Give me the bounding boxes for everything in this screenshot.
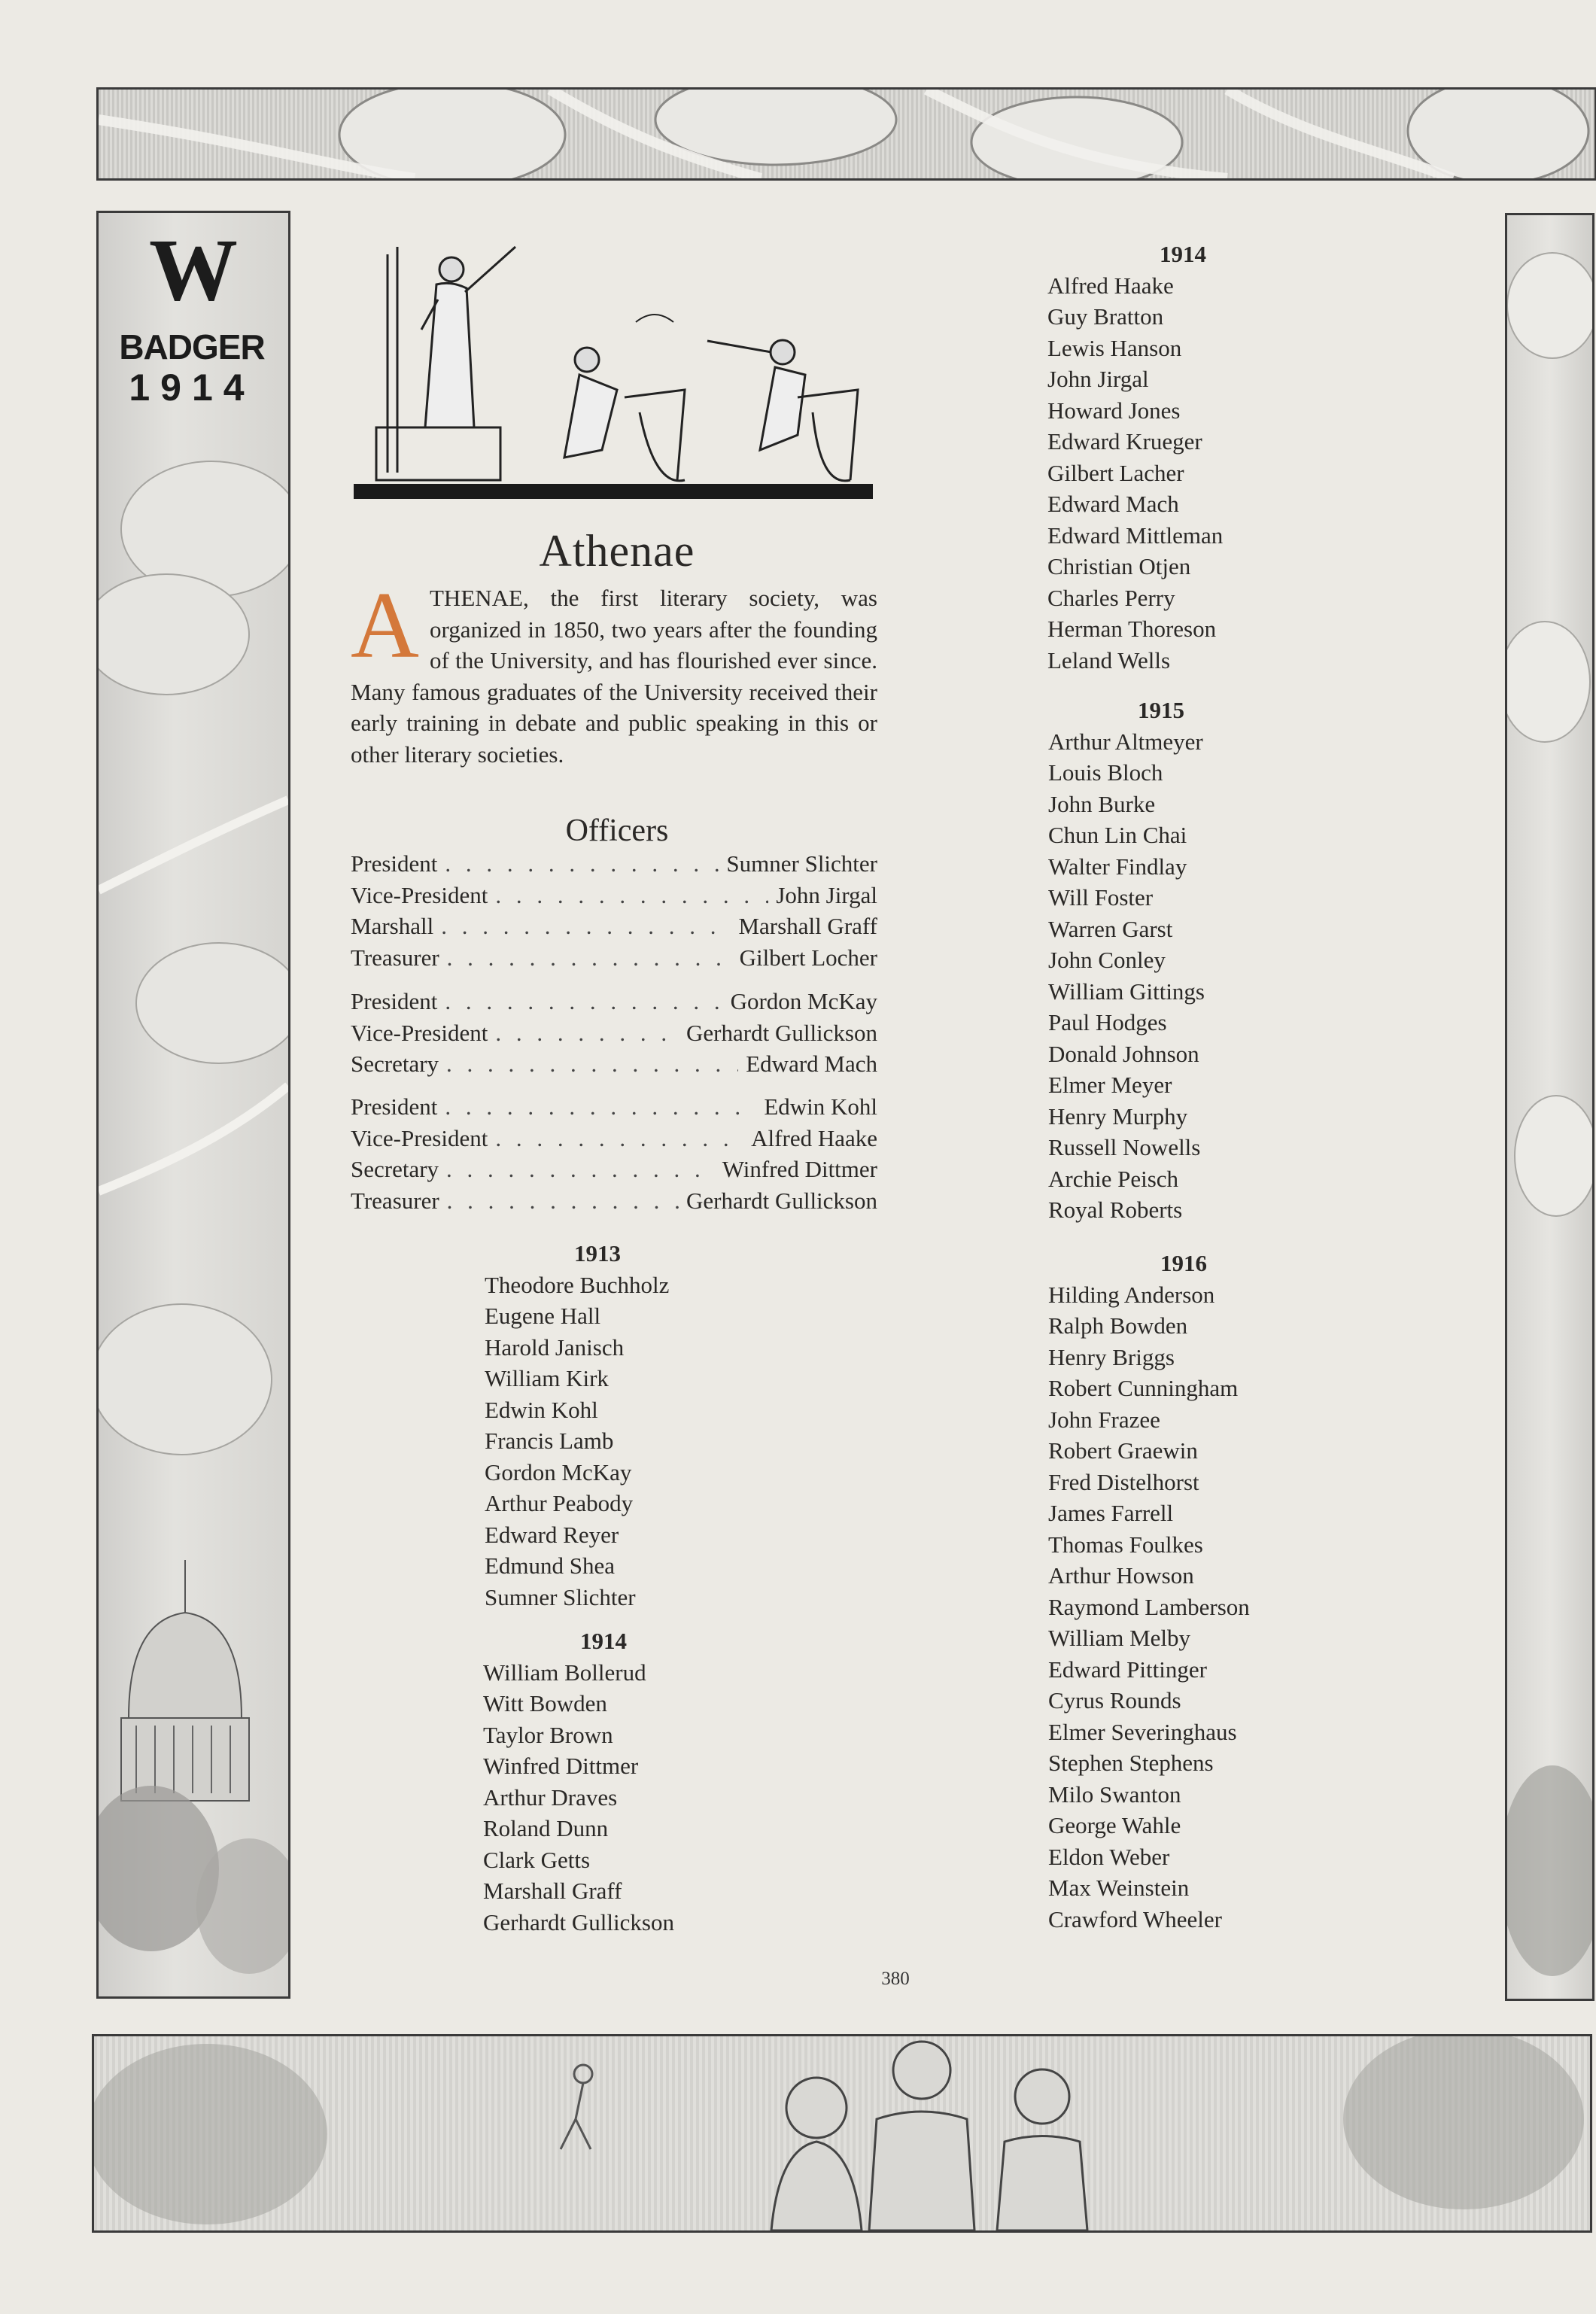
member-name: Sumner Slichter — [485, 1583, 636, 1610]
officer-role: President — [351, 850, 438, 877]
member-name: Raymond Lamberson — [1048, 1593, 1250, 1620]
dot-leader — [445, 850, 719, 877]
bottom-decorative-border — [92, 2034, 1592, 2233]
officer-name: Gerhardt Gullickson — [686, 1187, 877, 1214]
officer-name: Edward Mach — [746, 1051, 877, 1077]
member-name: Leland Wells — [1047, 646, 1171, 674]
orator-figure-icon — [421, 247, 515, 427]
officer-role: Vice-President — [351, 1019, 488, 1046]
class-1913-list — [485, 1238, 710, 1613]
officer-row — [351, 1093, 877, 1125]
page-title: Athenae — [539, 526, 695, 576]
dot-leader — [447, 1187, 679, 1215]
member-name: Charles Perry — [1047, 584, 1175, 611]
class-year-heading: 1914 — [1160, 241, 1206, 267]
member-name: Eugene Hall — [485, 1303, 601, 1329]
officer-name: Alfred Haake — [751, 1124, 877, 1151]
member-name: Gilbert Lacher — [1047, 459, 1184, 486]
member-name: Edward Reyer — [485, 1521, 619, 1548]
officer-row — [351, 988, 877, 1020]
member-name: John Frazee — [1048, 1406, 1160, 1433]
gesturing-figure-icon — [707, 340, 858, 481]
member-name: George Wahle — [1048, 1812, 1181, 1838]
officer-row — [351, 882, 877, 914]
logo-name: BADGER — [119, 327, 265, 366]
member-name: Gordon McKay — [485, 1458, 632, 1485]
class-1916-list — [1048, 1248, 1319, 1935]
officer-row — [351, 850, 877, 882]
officer-name: Marshall Graff — [738, 913, 877, 939]
officer-name: John Jirgal — [776, 881, 877, 908]
officer-row — [351, 1156, 877, 1187]
capitol-dome-icon — [99, 1560, 288, 1974]
intro-text: THENAE, the first literary society, was organized in 1850, two years after the founding of the University, and has flourished ever since. Many famous graduates of the University received their early training in debate and public speaking in this or other literary societies. — [351, 585, 877, 768]
member-name: Paul Hodges — [1048, 1009, 1167, 1035]
dot-leader — [495, 1125, 743, 1152]
member-name: John Jirgal — [1047, 366, 1149, 392]
logo-letter: W — [149, 220, 238, 319]
member-name: Edward Mittleman — [1047, 521, 1224, 549]
member-name: Walter Findlay — [1048, 853, 1187, 880]
member-name: Roland Dunn — [483, 1815, 609, 1841]
member-name: Russell Nowells — [1048, 1134, 1201, 1160]
officer-role: President — [351, 988, 438, 1014]
leaf-pattern-graphic — [99, 90, 1594, 178]
member-name: Stephen Stephens — [1048, 1750, 1214, 1776]
students-figures-icon — [771, 2042, 1087, 2230]
officer-role: President — [351, 1093, 438, 1120]
member-name: Donald Johnson — [1048, 1040, 1199, 1067]
class-year-heading: 1915 — [1138, 697, 1184, 723]
member-name: John Burke — [1048, 790, 1156, 817]
member-name: Edward Pittinger — [1048, 1656, 1207, 1683]
officer-row — [351, 944, 877, 976]
member-name: Louis Bloch — [1048, 759, 1163, 786]
member-name: Ralph Bowden — [1048, 1312, 1188, 1339]
member-name: Guy Bratton — [1047, 303, 1164, 330]
member-name: Robert Cunningham — [1048, 1375, 1239, 1401]
member-name: James Farrell — [1048, 1500, 1174, 1526]
member-name: William Gittings — [1048, 978, 1205, 1005]
officer-group-1 — [351, 850, 877, 975]
member-name: John Conley — [1048, 947, 1166, 973]
dot-leader — [447, 944, 732, 972]
member-name: Edward Mach — [1047, 491, 1179, 517]
class-year-heading: 1916 — [1160, 1250, 1207, 1276]
dot-leader — [495, 1020, 679, 1047]
class-year-heading: 1914 — [580, 1628, 627, 1654]
member-name: Crawford Wheeler — [1048, 1905, 1222, 1932]
dot-leader — [495, 882, 768, 909]
member-name: Eldon Weber — [1048, 1843, 1170, 1870]
member-name: Arthur Altmeyer — [1048, 728, 1203, 755]
member-name: Edmund Shea — [485, 1552, 616, 1579]
dot-leader — [445, 1093, 756, 1121]
dot-leader — [446, 1156, 715, 1183]
officer-name: Gerhardt Gullickson — [686, 1019, 877, 1046]
member-name: Will Foster — [1048, 884, 1154, 911]
member-name: William Melby — [1048, 1625, 1191, 1651]
member-name: Winfred Dittmer — [483, 1753, 639, 1779]
member-name: Edwin Kohl — [485, 1396, 598, 1423]
officer-name: Gordon McKay — [730, 988, 877, 1014]
member-name: Max Weinstein — [1048, 1875, 1190, 1901]
officer-name: Sumner Slichter — [726, 850, 877, 877]
member-name: Herman Thoreson — [1047, 616, 1217, 642]
class-1914-list-a — [483, 1625, 724, 1938]
officer-role: Vice-President — [351, 881, 488, 908]
member-name: Arthur Draves — [483, 1783, 618, 1811]
top-decorative-border — [96, 87, 1596, 181]
right-decorative-border — [1505, 213, 1594, 2001]
member-name: Howard Jones — [1047, 397, 1181, 424]
dot-leader — [446, 1051, 738, 1078]
class-1915-list — [1048, 695, 1274, 1226]
officer-role: Marshall — [351, 913, 434, 939]
member-name: Witt Bowden — [483, 1690, 607, 1716]
member-name: Theodore Buchholz — [485, 1271, 670, 1298]
officer-row — [351, 1020, 877, 1051]
member-name: Hilding Anderson — [1048, 1281, 1215, 1308]
clouds-graphic — [1507, 215, 1592, 1999]
member-name: Robert Graewin — [1048, 1437, 1198, 1464]
officer-group-2 — [351, 988, 877, 1082]
member-name: Alfred Haake — [1047, 272, 1174, 299]
officer-role: Secretary — [351, 1051, 439, 1077]
officer-row — [351, 1051, 877, 1082]
intro-paragraph — [351, 573, 877, 770]
member-name: Fred Distelhorst — [1048, 1468, 1199, 1495]
member-name: Christian Otjen — [1047, 553, 1191, 579]
member-name: Francis Lamb — [485, 1428, 614, 1454]
member-name: Arthur Peabody — [485, 1490, 634, 1516]
class-1914-list-b — [1047, 239, 1318, 676]
logo-year: 1914 — [129, 366, 255, 409]
member-name: Edward Krueger — [1047, 428, 1202, 455]
member-name: Clark Getts — [483, 1846, 591, 1873]
member-name: Warren Garst — [1048, 915, 1173, 942]
member-name: Lewis Hanson — [1047, 334, 1182, 361]
clouds-and-capitol-graphic — [99, 213, 288, 1996]
officer-role: Treasurer — [351, 944, 439, 971]
member-name: Cyrus Rounds — [1048, 1687, 1181, 1713]
member-name: Taylor Brown — [483, 1721, 613, 1748]
left-decorative-border — [96, 211, 290, 1999]
seated-figure-icon — [564, 348, 685, 481]
officer-role: Secretary — [351, 1156, 439, 1182]
officer-role: Treasurer — [351, 1187, 439, 1214]
member-name: Harold Janisch — [485, 1333, 625, 1361]
page-number: 380 — [881, 1969, 910, 1989]
member-name: Archie Peisch — [1048, 1165, 1179, 1192]
officer-name: Edwin Kohl — [764, 1093, 877, 1120]
member-name: Marshall Graff — [483, 1878, 622, 1904]
officer-row — [351, 1187, 877, 1219]
member-name: William Kirk — [485, 1365, 609, 1391]
member-name: Henry Murphy — [1048, 1102, 1188, 1130]
tennis-player-icon — [561, 2065, 592, 2149]
member-name: Arthur Howson — [1048, 1562, 1194, 1589]
member-name: Milo Swanton — [1048, 1780, 1181, 1808]
officer-row — [351, 913, 877, 944]
campus-scene-graphic — [94, 2036, 1590, 2230]
officer-name: Winfred Dittmer — [722, 1156, 877, 1182]
classical-figures-illustration — [354, 239, 873, 503]
member-name: Royal Roberts — [1048, 1197, 1183, 1223]
officer-row — [351, 1125, 877, 1157]
dot-leader — [445, 988, 722, 1015]
member-name: Thomas Foulkes — [1048, 1531, 1203, 1558]
member-name: Gerhardt Gullickson — [483, 1908, 674, 1935]
drop-cap: A — [351, 573, 419, 678]
officers-heading: Officers — [565, 813, 669, 848]
member-name: Chun Lin Chai — [1048, 822, 1187, 848]
officer-role: Vice-President — [351, 1124, 488, 1151]
class-year-heading: 1913 — [574, 1240, 621, 1266]
member-name: Elmer Severinghaus — [1048, 1718, 1237, 1745]
officer-group-3 — [351, 1093, 877, 1218]
officer-name: Gilbert Locher — [739, 944, 877, 971]
member-name: Elmer Meyer — [1048, 1072, 1172, 1098]
dot-leader — [441, 913, 731, 940]
member-name: Henry Briggs — [1048, 1343, 1175, 1370]
member-name: William Bollerud — [483, 1659, 646, 1686]
